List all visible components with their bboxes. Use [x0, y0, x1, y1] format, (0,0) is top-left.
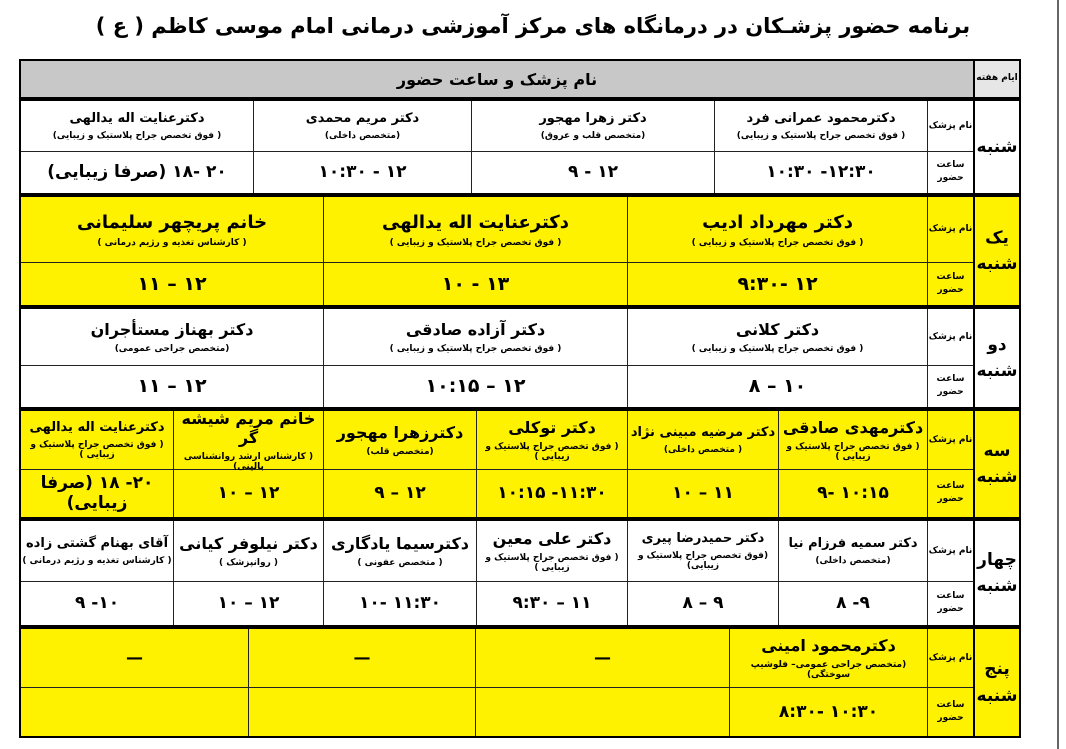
doctor-cell [21, 521, 173, 581]
name-label: نام پزشک [927, 629, 973, 687]
name-label: نام پزشک [927, 521, 973, 581]
visit-time: ۱۱:۳۰ -۱۰ [358, 593, 442, 613]
time-cell [323, 469, 476, 517]
doctor-name: دکتر علی معین [492, 529, 612, 548]
time-cell [21, 262, 323, 305]
doctor-specialty: ( کارشناس ارشد روانشناسی بالینی) [183, 451, 314, 472]
time-cell [323, 262, 627, 305]
empty-dash: — [594, 648, 611, 668]
time-cell [173, 469, 323, 517]
day-label: دو شنبه [973, 309, 1019, 407]
doctor-name: دکتر مهرداد ادیب [702, 211, 853, 233]
time-cell [778, 581, 927, 625]
doctor-cell [173, 408, 323, 472]
doctor-name: دکتر نیلوفر کیانی [179, 534, 318, 553]
visit-time: ۱۰:۱۵ -۹ [817, 483, 889, 503]
time-cell [778, 469, 927, 517]
doctor-specialty: ( فوق تخصص جراح پلاستیک و زیبایی ) [30, 440, 164, 460]
visit-time: ۱۲ – ۹ [374, 483, 426, 503]
time-label: ساعت حضور [927, 151, 973, 193]
time-cell [476, 581, 627, 625]
doctor-specialty: (متخصص جراحی عمومی) [114, 344, 230, 354]
doctor-name: دکتر حمیدرضا پیری [641, 531, 765, 546]
time-cell [323, 365, 627, 407]
day-row-sunday [19, 195, 1021, 307]
day-row-thursday [19, 627, 1021, 738]
doctor-name: دکتر مریم محمدی [305, 111, 420, 126]
day-row-monday [19, 307, 1021, 409]
doctor-name: دکتر مرضیه مبینی نژاد [630, 425, 776, 440]
day-row-saturday [19, 99, 1021, 195]
doctor-specialty: (متخصص جراحی عمومی– فلوشیپ سوختگی) [750, 660, 907, 680]
visit-time: ۱۲ – ۱۱ [137, 375, 207, 397]
day-label: پنج شنبه [973, 629, 1019, 736]
doctor-name: دکتر توکلی [508, 418, 596, 437]
doctor-specialty: ( فوق تخصص جراح پلاستیک و زیبایی) [736, 131, 906, 141]
visit-time: ۱۱:۳۰- ۱۰:۱۵ [497, 483, 607, 503]
doctor-specialty: ( فوق تخصص جراح پلاستیک و زیبایی ) [786, 442, 920, 462]
doctor-cell [778, 521, 927, 581]
visit-time: ۱۲ - ۹ [567, 162, 619, 182]
doctor-cell [627, 309, 927, 365]
empty-cell [475, 629, 729, 687]
time-cell [21, 469, 173, 517]
doctor-name: دکتر بهناز مستأجران [90, 320, 254, 339]
doctor-cell [173, 521, 323, 581]
doctor-name: دکترعنایت اله یدالهی [29, 420, 165, 435]
visit-time: ۱۲ – ۱۰ [217, 483, 280, 503]
time-label: ساعت حضور [927, 687, 973, 736]
doctor-cell [778, 411, 927, 469]
visit-time: ۹ – ۸ [682, 593, 724, 613]
visit-time: ۱۲ - ۱۰:۳۰ [318, 162, 407, 182]
time-cell [627, 365, 927, 407]
time-cell [627, 469, 778, 517]
time-cell [21, 151, 253, 193]
window-edge-line [1057, 0, 1059, 749]
time-cell [173, 581, 323, 625]
doctor-specialty: ( فوق تخصص جراح پلاستیک و زیبایی ) [485, 553, 619, 573]
days-column-label: ایام هفته [976, 73, 1018, 84]
table-header [19, 59, 1021, 99]
day-row-wednesday [19, 519, 1021, 627]
visit-time: ۱۲:۳۰- ۱۰:۳۰ [766, 162, 876, 182]
name-label: نام پزشک [927, 411, 973, 469]
time-label: ساعت حضور [927, 581, 973, 625]
doctor-cell [714, 101, 927, 151]
empty-cell [248, 687, 475, 736]
doctor-specialty: ( روانپزشک ) [218, 558, 279, 568]
visit-time: ۱۲ – ۱۰:۱۵ [425, 375, 526, 397]
doctor-cell [21, 309, 323, 365]
empty-cell [475, 687, 729, 736]
empty-dash: — [353, 648, 371, 668]
time-cell [729, 687, 927, 736]
name-label: نام پزشک [927, 309, 973, 365]
doctor-specialty: (متخصص داخلی) [324, 131, 401, 141]
visit-time: ۱۱ – ۱۰ [672, 483, 734, 503]
days-column-header [973, 61, 1019, 97]
day-label: سه شنبه [973, 411, 1019, 517]
visit-time: ۹- ۸ [836, 593, 870, 613]
doctor-cell [627, 521, 778, 581]
doctor-name: دکتر سمیه فرزام نیا [788, 536, 918, 551]
day-label: چهار شنبه [973, 521, 1019, 625]
doctor-cell [476, 521, 627, 581]
doctor-name: خانم پریچهر سلیمانی [76, 211, 268, 233]
main-header [21, 61, 973, 97]
time-cell [627, 581, 778, 625]
name-label: نام پزشک [927, 197, 973, 262]
name-label: نام پزشک [927, 101, 973, 151]
visit-time: ۱۲ – ۱۰ [217, 593, 280, 613]
visit-time: ۱۰- ۹ [74, 593, 120, 613]
doctor-name: دکترعنایت اله یدالهی [69, 111, 205, 126]
doctor-specialty: (فوق تخصص جراح پلاستیک و زیبایی) [637, 551, 769, 571]
doctor-cell [21, 411, 173, 469]
doctor-specialty: ( فوق تخصص جراح پلاستیک و زیبایی ) [691, 237, 864, 248]
empty-cell [21, 687, 248, 736]
day-label: یک شنبه [973, 197, 1019, 305]
doctor-cell [476, 411, 627, 469]
doctor-cell [323, 521, 476, 581]
doctor-specialty: ( کارشناس تغذیه و رژیم درمانی ) [97, 237, 247, 248]
doctor-specialty: (متخصص قلب و عروق) [540, 131, 646, 141]
doctor-name: دکترمهدی صادقی [782, 418, 924, 437]
doctor-cell [21, 101, 253, 151]
doctor-specialty: ( کارشناس تغذیه و رژیم درمانی ) [22, 556, 172, 566]
doctor-cell [627, 411, 778, 469]
doctor-cell [21, 197, 323, 262]
doctor-cell [471, 101, 714, 151]
doctor-specialty: ( متخصص عفونی ) [357, 558, 443, 568]
doctor-cell [323, 309, 627, 365]
visit-time: ۱۲ -۹:۳۰ [737, 272, 818, 295]
visit-time: ۱۰ – ۸ [748, 375, 807, 397]
time-cell [21, 581, 173, 625]
visit-time: ۱۱ – ۹:۳۰ [512, 593, 592, 613]
doctor-name: دکترعنایت اله یدالهی [381, 211, 570, 233]
time-label: ساعت حضور [927, 469, 973, 517]
time-cell [476, 469, 627, 517]
time-cell [323, 581, 476, 625]
doctor-name: خانم مریم شیشه گر [181, 408, 316, 447]
empty-cell [248, 629, 475, 687]
day-row-tuesday [19, 409, 1021, 519]
empty-dash: — [126, 648, 143, 668]
time-label: ساعت حضور [927, 262, 973, 305]
doctor-cell [253, 101, 471, 151]
page-title: برنامه حضور پزشـکان در درمانگاه های مرکز آموزشی درمانی امام موسی کاظم ( ع ) [95, 14, 971, 38]
empty-cell [21, 629, 248, 687]
visit-time: ۱۲ – ۱۱ [137, 272, 207, 295]
doctor-specialty: ( فوق تخصص جراح پلاستیک و زیبایی ) [485, 442, 619, 462]
doctor-name: دکترزهرا مهجور [336, 423, 464, 442]
doctor-specialty: (متخصص داخلی) [815, 556, 891, 566]
doctor-cell [323, 197, 627, 262]
schedule-table [19, 59, 1021, 738]
time-cell [627, 262, 927, 305]
doctor-name: دکتر کلانی [735, 320, 820, 339]
doctor-name: آقای بهنام گشتی زاده [25, 536, 169, 551]
doctor-cell [729, 629, 927, 687]
doctor-specialty: ( فوق تخصص جراح پلاستیک و زیبایی ) [389, 344, 562, 354]
doctor-cell [627, 197, 927, 262]
doctor-name: دکتر زهرا مهجور [539, 111, 647, 126]
doctor-name: دکتر آزاده صادقی [405, 320, 546, 339]
doctor-specialty: (متخصص قلب) [366, 447, 434, 457]
main-header-label: نام پزشک و ساعت حضور [396, 69, 598, 89]
visit-time: ۲۰- ۱۸ (صرفا زیبایی) [40, 473, 154, 513]
visit-time: ۱۰:۳۰ -۸:۳۰ [778, 701, 879, 722]
doctor-specialty: ( فوق تخصص جراح پلاستیک و زیبایی) [52, 131, 222, 141]
visit-time: ۲۰ -۱۸ (صرفا زیبایی) [47, 162, 227, 182]
day-label: شنبه [973, 101, 1019, 193]
time-cell [714, 151, 927, 193]
doctor-specialty: ( متخصص داخلی) [663, 445, 743, 455]
doctor-specialty: ( فوق تخصص جراح پلاستیک و زیبایی ) [691, 344, 864, 354]
time-cell [253, 151, 471, 193]
doctor-name: دکترمحمود عمرانی فرد [746, 111, 896, 126]
visit-time: ۱۳ - ۱۰ [441, 272, 510, 295]
doctor-name: دکترمحمود امینی [761, 636, 896, 655]
time-cell [21, 365, 323, 407]
doctor-specialty: ( فوق تخصص جراح پلاستیک و زیبایی ) [389, 237, 562, 248]
time-label: ساعت حضور [927, 365, 973, 407]
time-cell [471, 151, 714, 193]
doctor-cell [323, 411, 476, 469]
doctor-name: دکترسیما یادگاری [331, 534, 469, 553]
